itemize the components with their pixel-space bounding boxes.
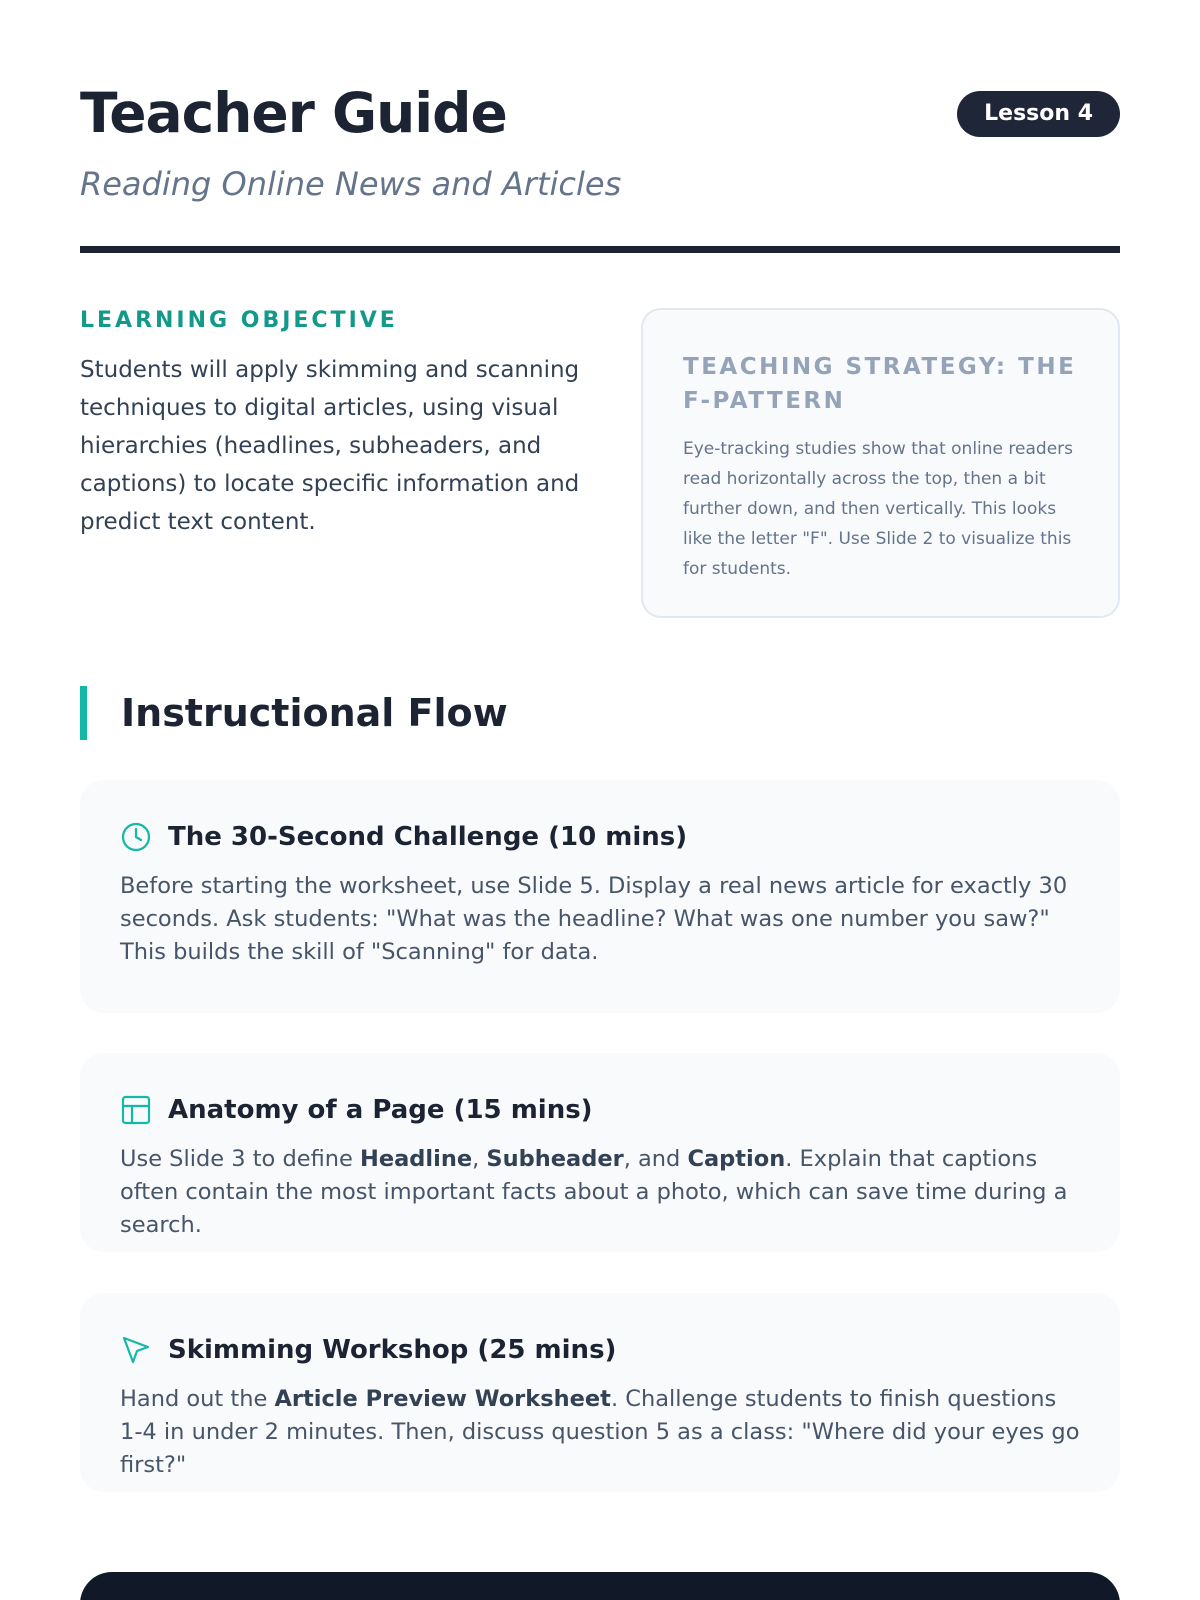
flow-step-text: Hand out the Article Preview Worksheet. Challenge students to finish questions 1-4 in under 2 minutes. Then, discuss question 5 as a class: "Where did your eyes go first?": [120, 1386, 1080, 1478]
teaching-strategy-label: TEACHING STRATEGY: THE F-PATTERN: [683, 354, 1077, 414]
flow-step-header: [120, 1333, 1080, 1367]
instructional-flow-heading: Instructional Flow: [80, 686, 508, 740]
term-article-preview-worksheet: Article Preview Worksheet: [274, 1386, 611, 1412]
flow-step-title: The 30-Second Challenge (10 mins): [168, 822, 688, 852]
lesson-badge: Lesson 4: [957, 91, 1120, 137]
flow-step-text: Use Slide 3 to define Headline, Subheader, and Caption. Explain that captions often contain the most important facts about a photo, which can save time during a search.: [120, 1146, 1068, 1238]
flow-step-text: Before starting the worksheet, use Slide 5. Display a real news article for exactly 30 seconds. Ask students: "What was the headline? What was one number you saw?" This builds the skill of "Scanning" for data.: [120, 873, 1068, 965]
term-caption: Caption: [687, 1146, 786, 1172]
footer-bar: [80, 1572, 1120, 1600]
flow-step-title: Anatomy of a Page (15 mins): [168, 1095, 593, 1125]
page-subtitle: Reading Online News and Articles: [80, 165, 622, 203]
flow-step-card: [80, 1293, 1120, 1492]
header: [80, 0, 1120, 204]
clock-icon: [120, 821, 152, 853]
flow-step-card: [80, 1053, 1120, 1252]
learning-objective-label: LEARNING OBJECTIVE: [80, 308, 398, 333]
flow-step-header: [120, 1093, 1080, 1127]
header-divider: [80, 246, 1120, 253]
learning-objective-text: Students will apply skimming and scanning techniques to digital articles, using visual hierarchies (headlines, subheaders, and captions) to locate specific information and predict text content.: [80, 357, 580, 535]
learning-objective: [80, 308, 580, 541]
term-headline: Headline: [360, 1146, 473, 1172]
flow-step-header: [120, 820, 1080, 854]
flow-step-title: Skimming Workshop (25 mins): [168, 1335, 617, 1365]
cursor-pointer-icon: [120, 1334, 152, 1366]
page-title: Teacher Guide: [80, 81, 507, 145]
layout-icon: [120, 1094, 152, 1126]
flow-step-card: [80, 780, 1120, 1013]
teaching-strategy-text: Eye-tracking studies show that online readers read horizontally across the top, then a bit further down, and then vertically. This looks like the letter "F". Use Slide 2 to visualize this for students.: [683, 439, 1073, 579]
term-subheader: Subheader: [486, 1146, 624, 1172]
teaching-strategy-box: [641, 308, 1120, 618]
